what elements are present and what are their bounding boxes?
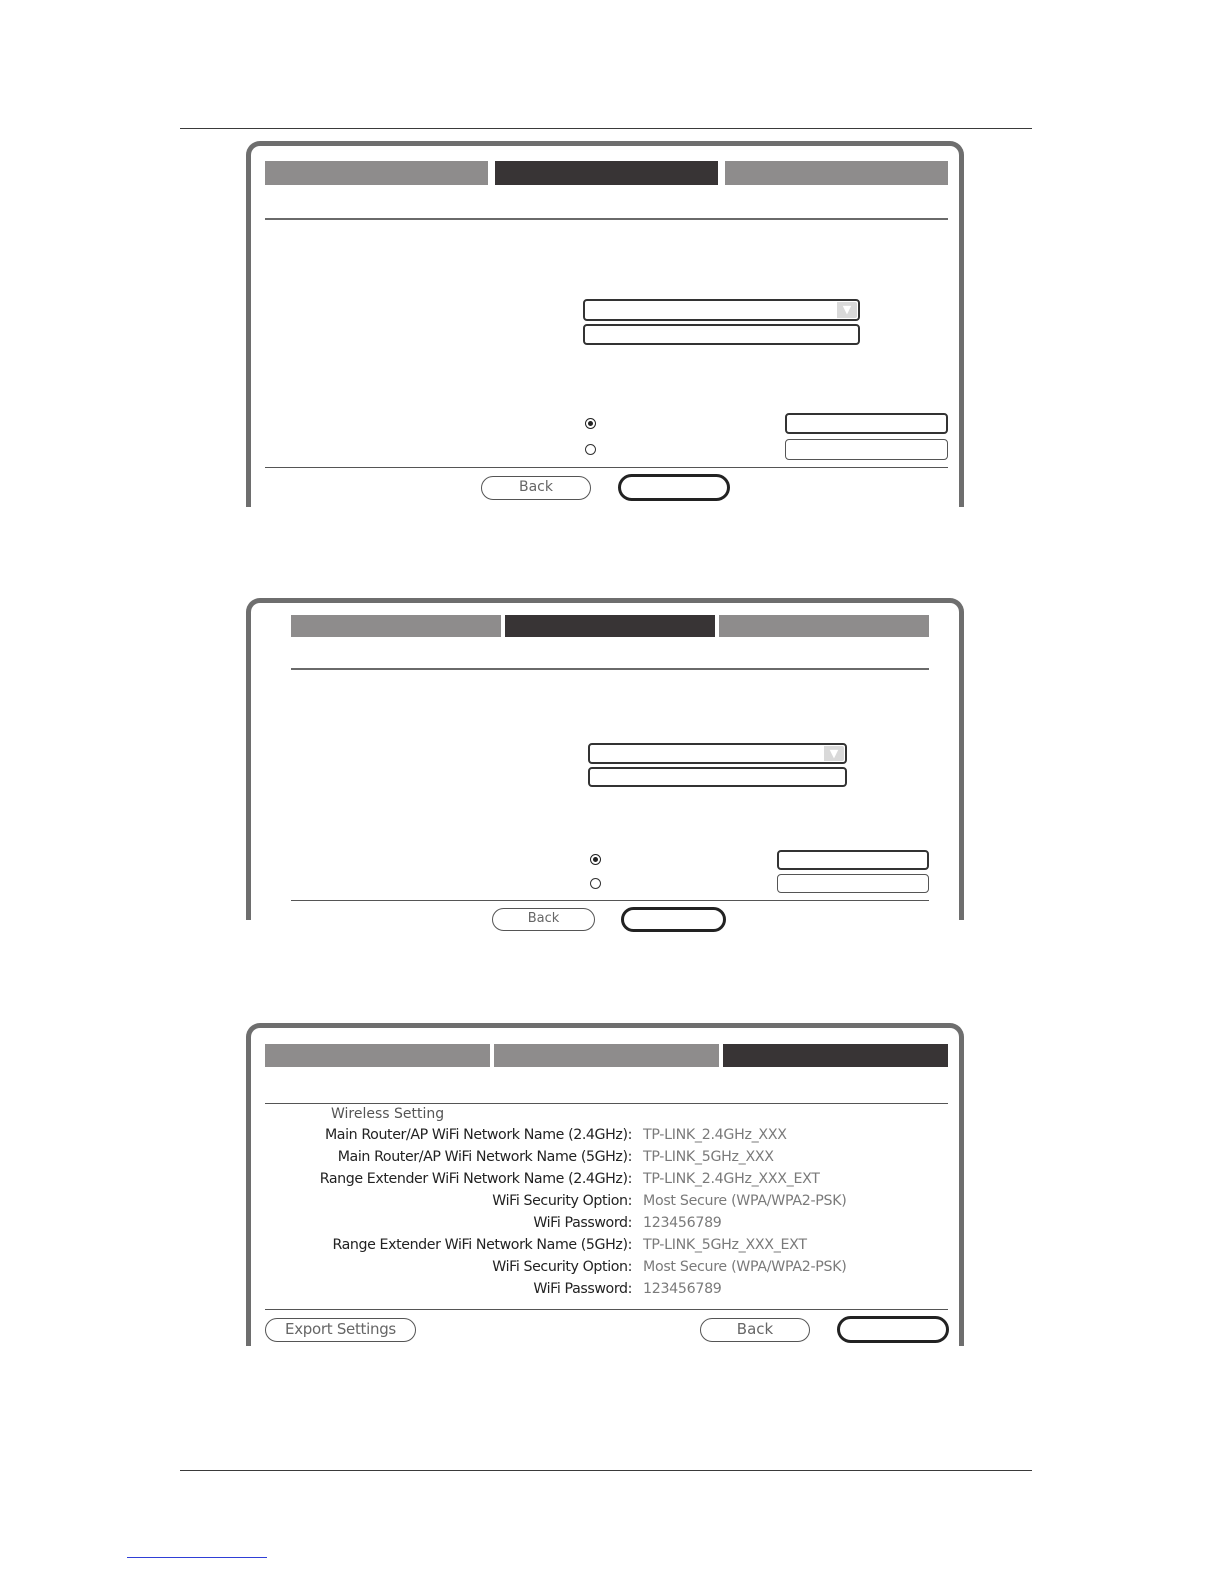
panel-1-top-divider — [265, 218, 948, 220]
page-top-rule — [180, 128, 1032, 129]
summary-row — [265, 1281, 962, 1303]
summary-label: Main Router/AP WiFi Network Name (5GHz): — [337, 1149, 632, 1165]
panel-1-tab-2[interactable] — [495, 161, 718, 185]
panel-3-tab-3[interactable] — [723, 1044, 948, 1067]
summary-row — [265, 1193, 962, 1215]
summary-value: TP-LINK_5GHz_XXX_EXT — [643, 1237, 807, 1253]
panel-2-tab-1[interactable] — [291, 615, 501, 637]
summary-value: 123456789 — [643, 1281, 722, 1297]
summary-value: TP-LINK_2.4GHz_XXX — [643, 1127, 787, 1143]
summary-row — [265, 1237, 962, 1259]
panel-2-option-2-field[interactable] — [777, 874, 929, 893]
panel-1-text-field[interactable] — [583, 324, 860, 345]
footer-link-underline[interactable] — [127, 1557, 267, 1558]
panel-3-finish-button[interactable] — [837, 1316, 949, 1343]
summary-value: 123456789 — [643, 1215, 722, 1231]
panel-3-bottom-divider — [265, 1309, 948, 1310]
panel-2-network-select[interactable] — [588, 743, 847, 764]
panel-1-next-button[interactable] — [618, 474, 730, 501]
panel-2-radio-option-2[interactable] — [590, 878, 601, 889]
panel-1-tab-3[interactable] — [725, 161, 948, 185]
summary-row — [265, 1127, 962, 1149]
page-bottom-rule — [180, 1470, 1032, 1471]
summary-label: WiFi Security Option: — [492, 1259, 632, 1275]
summary-value: Most Secure (WPA/WPA2-PSK) — [643, 1193, 847, 1209]
panel-1-back-button[interactable]: Back — [481, 476, 591, 500]
panel-2-back-button[interactable]: Back — [492, 908, 595, 931]
export-settings-button[interactable]: Export Settings — [265, 1318, 416, 1342]
panel-1-radio-option-2[interactable] — [585, 444, 596, 455]
panel-2-tab-3[interactable] — [719, 615, 929, 637]
panel-3-tab-2[interactable] — [494, 1044, 719, 1067]
summary-label: Main Router/AP WiFi Network Name (2.4GHz): — [324, 1127, 632, 1143]
summary-label: Range Extender WiFi Network Name (5GHz): — [332, 1237, 632, 1253]
summary-label: WiFi Password: — [533, 1215, 632, 1231]
dropdown-arrow-icon: ▼ — [824, 746, 844, 761]
panel-2-text-field[interactable] — [588, 767, 847, 787]
panel-2-next-button[interactable] — [621, 907, 726, 932]
panel-3-top-divider — [265, 1103, 948, 1104]
panel-2-tab-2[interactable] — [505, 615, 715, 637]
summary-row — [265, 1171, 962, 1193]
panel-1-radio-option-1[interactable] — [585, 418, 596, 429]
summary-label: Range Extender WiFi Network Name (2.4GHz): — [319, 1171, 632, 1187]
summary-list — [265, 1127, 962, 1307]
section-title-wireless-setting: Wireless Setting — [331, 1106, 445, 1122]
summary-row — [265, 1215, 962, 1237]
summary-value: Most Secure (WPA/WPA2-PSK) — [643, 1259, 847, 1275]
panel-1-bottom-divider — [265, 467, 948, 468]
summary-value: TP-LINK_2.4GHz_XXX_EXT — [643, 1171, 820, 1187]
panel-1-option-2-field[interactable] — [785, 439, 948, 460]
panel-2-option-1-field[interactable] — [777, 850, 929, 870]
dropdown-arrow-icon: ▼ — [837, 302, 857, 318]
summary-row — [265, 1149, 962, 1171]
summary-row — [265, 1259, 962, 1281]
panel-3-back-button[interactable]: Back — [700, 1318, 810, 1342]
summary-value: TP-LINK_5GHz_XXX — [643, 1149, 774, 1165]
summary-label: WiFi Password: — [533, 1281, 632, 1297]
panel-1-tab-1[interactable] — [265, 161, 488, 185]
summary-label: WiFi Security Option: — [492, 1193, 632, 1209]
panel-2-top-divider — [291, 668, 929, 670]
panel-1-network-select[interactable] — [583, 299, 860, 321]
panel-3-tab-1[interactable] — [265, 1044, 490, 1067]
panel-2-bottom-divider — [291, 900, 929, 901]
panel-1-option-1-field[interactable] — [785, 413, 948, 434]
panel-2-radio-option-1[interactable] — [590, 854, 601, 865]
